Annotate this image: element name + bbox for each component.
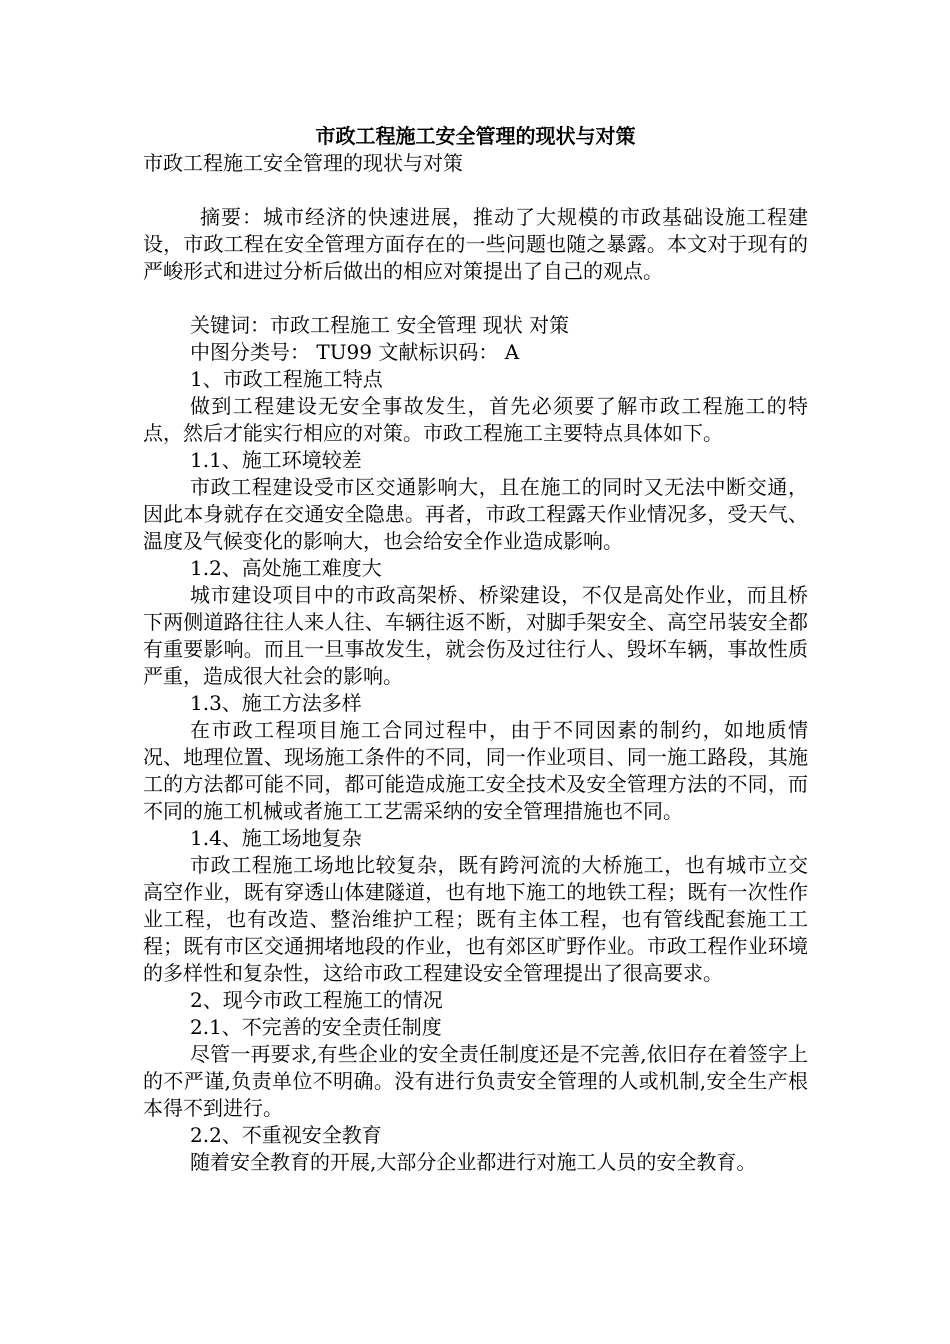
- section-paragraph-1-3: 在市政工程项目施工合同过程中，由于不同因素的制约，如地质情况、地理位置、现场施工条件的不同，同一作业项目、同一施工路段，其施工的方法都可能不同，都可能造成施工安全技术及安全管理方法的不同，而不同的施工机械或者施工工艺需采纳的安全管理措施也不同。: [143, 718, 808, 823]
- section-paragraph-1-1: 市政工程建设受市区交通影响大，且在施工的同时又无法中断交通，因此本身就存在交通安全隐患。再者，市政工程露天作业情况多，受天气、温度及气候变化的影响大，也会给安全作业造成影响。: [143, 475, 808, 553]
- classification-line: 中图分类号： TU99 文献标识码： A: [190, 340, 520, 364]
- document-body: [143, 122, 808, 1176]
- section-heading-1: 1、市政工程施工特点: [190, 367, 383, 391]
- document-subtitle: 市政工程施工安全管理的现状与对策: [143, 151, 463, 175]
- section-heading-1-4: 1.4、施工场地复杂: [190, 826, 362, 850]
- section-heading-2-1: 2.1、不完善的安全责任制度: [190, 1015, 442, 1039]
- section-paragraph-1: 做到工程建设无安全事故发生，首先必须要了解市政工程施工的特点，然后才能实行相应的对策。市政工程施工主要特点具体如下。: [143, 394, 808, 445]
- keywords-line: 关键词：市政工程施工 安全管理 现状 对策: [190, 313, 570, 337]
- abstract-paragraph: 摘要：城市经济的快速进展，推动了大规模的市政基础设施工程建设，市政工程在安全管理方面存在的一些问题也随之暴露。本文对于现有的严峻形式和进过分析后做出的相应对策提出了自己的观点。: [143, 205, 808, 283]
- section-paragraph-1-2: 城市建设项目中的市政高架桥、桥梁建设，不仅是高处作业，而且桥下两侧道路往往人来人往、车辆往返不断，对脚手架安全、高空吊装安全都有重要影响。而且一旦事故发生，就会伤及过往行人、毁坏车辆，事故性质严重，造成很大社会的影响。: [143, 583, 808, 688]
- section-heading-1-2: 1.2、高处施工难度大: [190, 556, 382, 580]
- section-heading-1-1: 1.1、施工环境较差: [190, 448, 362, 472]
- page-title: 市政工程施工安全管理的现状与对策: [315, 124, 636, 148]
- section-paragraph-2-2: 随着安全教育的开展,大部分企业都进行对施工人员的安全教育。: [190, 1150, 757, 1174]
- section-paragraph-1-4: 市政工程施工场地比较复杂，既有跨河流的大桥施工，也有城市立交高空作业，既有穿透山体建隧道，也有地下施工的地铁工程；既有一次性作业工程，也有改造、整治维护工程；既有主体工程，也有管线配套施工工程；既有市区交通拥堵地段的作业，也有郊区旷野作业。市政工程作业环境的多样性和复杂性，这给市政工程建设安全管理提出了很高要求。: [143, 853, 808, 985]
- section-heading-2-2: 2.2、不重视安全教育: [190, 1123, 382, 1147]
- section-heading-1-3: 1.3、施工方法多样: [190, 691, 362, 715]
- section-heading-2: 2、现今市政工程施工的情况: [190, 988, 443, 1012]
- section-paragraph-2-1: 尽管一再要求,有些企业的安全责任制度还是不完善,依旧存在着签字上的不严谨,负责单位不明确。没有进行负责安全管理的人或机制,安全生产根本得不到进行。: [143, 1042, 808, 1120]
